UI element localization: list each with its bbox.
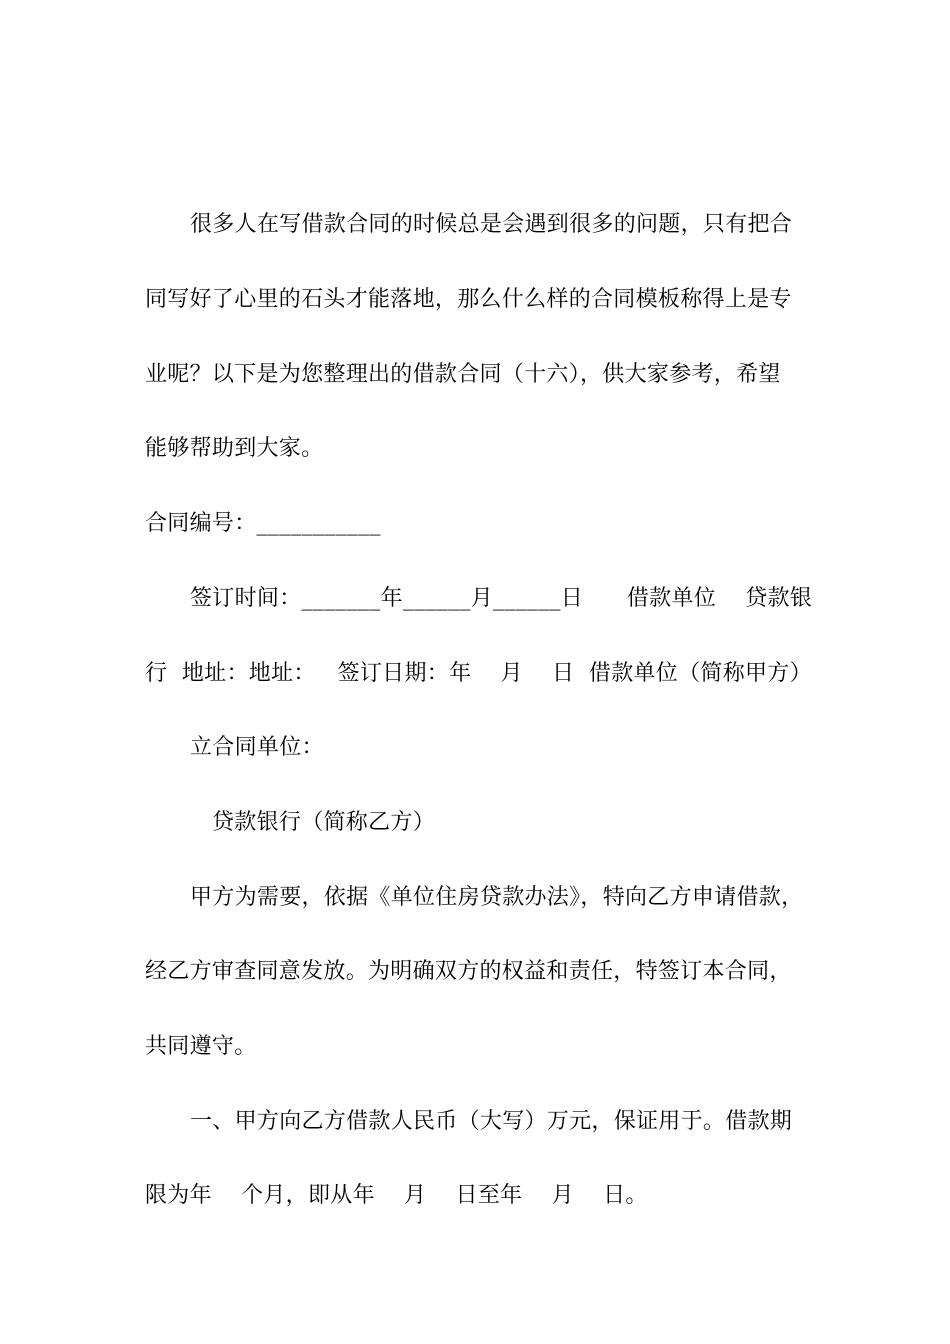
intro-line-2: 同写好了心里的石头才能落地，那么什么样的合同模板称得上是专 <box>145 287 792 312</box>
body-line-1: 甲方为需要，依据《单位住房贷款办法》，特向乙方申请借款， <box>190 885 804 910</box>
body-line-3: 共同遵守。 <box>145 1034 257 1059</box>
clause-1-line-1: 一、甲方向乙方借款人民币（大写）万元，保证用于。借款期 <box>190 1109 793 1134</box>
clause-1-line-2: 限为年 个月，即从年 月 日至年 月 日。 <box>145 1183 648 1208</box>
lending-bank-line: 贷款银行（简称乙方） <box>212 810 436 835</box>
address-line: 行 地址：地址： 签订日期：年 月 日 借款单位（简称甲方） <box>145 661 812 686</box>
intro-line-3: 业呢？以下是为您整理出的借款合同（十六），供大家参考，希望 <box>145 362 781 387</box>
contract-number-line: 合同编号：___________ <box>145 511 381 536</box>
intro-line-1: 很多人在写借款合同的时候总是会遇到很多的问题，只有把合 <box>190 212 793 237</box>
signing-time-line: 签订时间：_______年______月______日 借款单位 贷款银 <box>190 586 813 611</box>
contracting-unit-line: 立合同单位： <box>190 735 324 760</box>
body-line-2: 经乙方审查同意发放。为明确双方的权益和责任，特签订本合同， <box>145 959 792 984</box>
intro-line-4: 能够帮助到大家。 <box>145 436 324 461</box>
